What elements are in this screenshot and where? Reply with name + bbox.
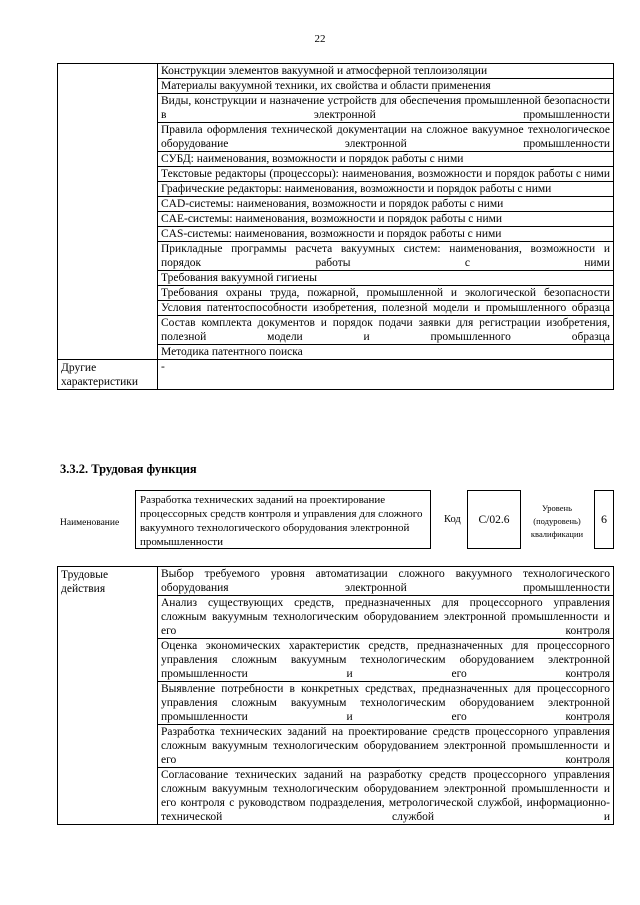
level-value-box: 6 xyxy=(594,490,614,549)
table-cell: Выявление потребности в конкретных средствах, предназначенных для процессорного управления сложным вакуумным технологическим оборудованием электронной промышленности и его контроля xyxy=(158,682,614,725)
table-cell: Согласование технических заданий на разработку средств процессорного управления сложным вакуумным технологическим оборудованием электронной промышленности и его контроля с руководством подразделения, метрологической службой, информационно-технической службой и xyxy=(158,768,614,825)
level-label: Уровень (подуровень) квалификации xyxy=(530,503,584,539)
table-cell: Анализ существующих средств, предназначенных для процессорного управления сложным вакуумным технологическим оборудованием электронной промышленности и его контроля xyxy=(158,596,614,639)
other-characteristics-value: - xyxy=(158,360,614,390)
labor-actions-label: Трудовые действия xyxy=(58,567,158,825)
table-cell: Оценка экономических характеристик средств, предназначенных для процессорного управления сложным вакуумным технологическим оборудованием электронной промышленности и его контроля xyxy=(158,639,614,682)
table-left-cell-empty xyxy=(58,64,158,360)
table-cell: Методика патентного поиска xyxy=(158,345,614,360)
code-value-box: C/02.6 xyxy=(467,490,521,549)
page-number: 22 xyxy=(314,33,326,45)
section-title: 3.3.2. Трудовая функция xyxy=(60,462,197,476)
table-cell: СУБД: наименования, возможности и порядок работы с ними xyxy=(158,152,614,167)
table-cell: Прикладные программы расчета вакуумных систем: наименования, возможности и порядок работы с ними xyxy=(158,242,614,271)
table-cell: CAS-системы: наименования, возможности и порядок работы с ними xyxy=(158,227,614,242)
table-cell: Разработка технических заданий на проектирование средств процессорного управления сложным вакуумным технологическим оборудованием электронной промышленности и его контроля xyxy=(158,725,614,768)
labor-actions-table xyxy=(57,566,614,825)
other-characteristics-label: Другие характеристики xyxy=(58,360,158,390)
table-row xyxy=(58,360,614,390)
table-row xyxy=(58,64,614,79)
table-cell: Выбор требуемого уровня автоматизации сложного вакуумного технологического оборудования электронной промышленности xyxy=(158,567,614,596)
table-cell: Требования охраны труда, пожарной, промышленной и экологической безопасности xyxy=(158,286,614,301)
table-cell: Условия патентоспособности изобретения, полезной модели и промышленного образца xyxy=(158,301,614,316)
table-cell: Материалы вакуумной техники, их свойства и области применения xyxy=(158,79,614,94)
table-cell: Виды, конструкции и назначение устройств для обеспечения промышленной безопасности в электронной промышленности xyxy=(158,94,614,123)
table-cell: CAD-системы: наименования, возможности и порядок работы с ними xyxy=(158,197,614,212)
table-cell: CAE-системы: наименования, возможности и порядок работы с ними xyxy=(158,212,614,227)
table-cell: Требования вакуумной гигиены xyxy=(158,271,614,286)
table-cell: Графические редакторы: наименования, возможности и порядок работы с ними xyxy=(158,182,614,197)
knowledge-table xyxy=(57,63,614,390)
table-cell: Текстовые редакторы (процессоры): наименования, возможности и порядок работы с ними xyxy=(158,167,614,182)
table-cell: Конструкции элементов вакуумной и атмосферной теплоизоляции xyxy=(158,64,614,79)
table-cell: Правила оформления технической документации на сложное вакуумное технологическое оборудование электронной промышленности xyxy=(158,123,614,152)
table-cell: Состав комплекта документов и порядок подачи заявки для регистрации изобретения, полезной модели и промышленного образца xyxy=(158,316,614,345)
table-row xyxy=(58,567,614,596)
name-label: Наименование xyxy=(60,518,120,528)
code-label: Код xyxy=(444,514,461,525)
name-value-box: Разработка технических заданий на проектирование процессорных средств контроля и управления для сложного вакуумного технологического оборудования электронной промышленности xyxy=(135,490,431,549)
